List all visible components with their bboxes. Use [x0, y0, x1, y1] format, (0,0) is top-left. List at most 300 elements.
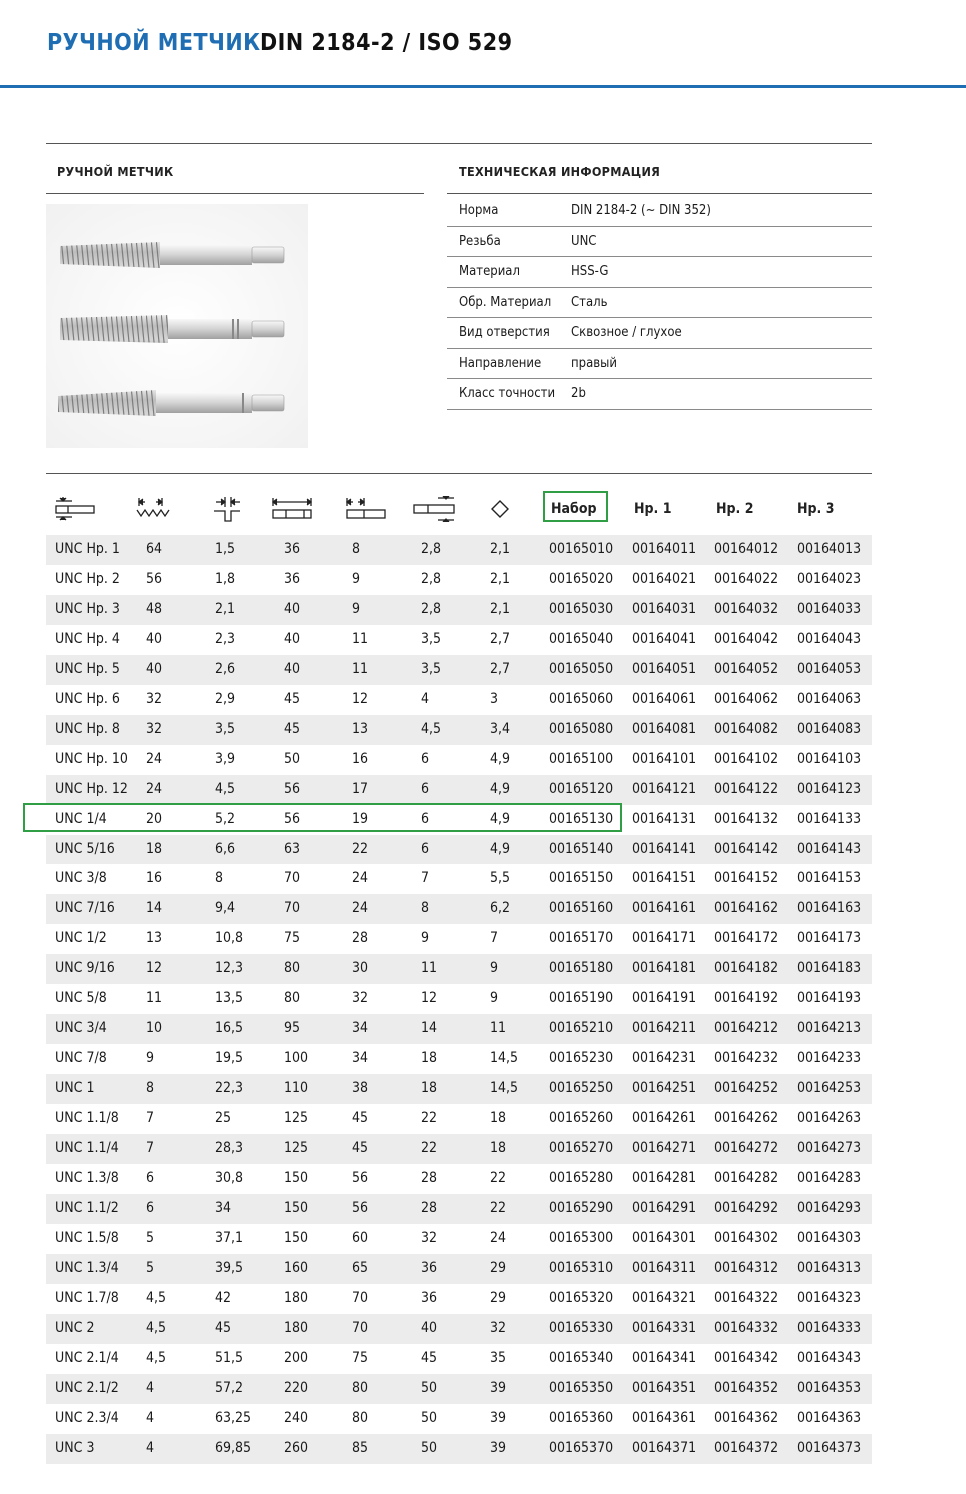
tech-label: Норма [459, 203, 499, 218]
cell-square-size: 24 [490, 1229, 507, 1246]
cell-drill-diameter: 3,5 [215, 720, 236, 737]
cell-thread-length: 17 [352, 780, 369, 797]
cell-drill-diameter: 1,8 [215, 570, 236, 587]
cell-square-size: 39 [490, 1409, 507, 1426]
tech-info-table [447, 196, 872, 410]
cell-tap-no3: 00164293 [797, 1199, 862, 1216]
cell-tap-no3: 00164053 [797, 660, 862, 677]
cell-tpi: 8 [146, 1080, 155, 1097]
cell-tpi: 14 [146, 900, 163, 917]
cell-set-number: 00165020 [549, 570, 614, 587]
cell-thread-length: 28 [352, 930, 369, 947]
cell-tpi: 5 [146, 1229, 155, 1246]
cell-set-number: 00165130 [549, 810, 614, 827]
cell-tpi: 48 [146, 600, 163, 617]
cell-square-size: 9 [490, 960, 499, 977]
cell-tap-no2: 00164362 [714, 1409, 779, 1426]
cell-thread-size: UNC 3/4 [55, 1020, 107, 1037]
cell-tap-no2: 00164262 [714, 1110, 779, 1127]
cell-total-length: 70 [284, 900, 301, 917]
cell-tap-no3: 00164013 [797, 541, 862, 557]
cell-total-length: 40 [284, 660, 301, 677]
cell-tpi: 24 [146, 750, 163, 767]
cell-tpi: 18 [146, 840, 163, 857]
tech-section-rule [447, 193, 872, 194]
cell-thread-size: UNC 5/8 [55, 990, 107, 1007]
cell-shank-diameter: 50 [421, 1379, 438, 1396]
cell-tap-no1: 00164341 [632, 1349, 697, 1366]
cell-shank-diameter: 9 [421, 930, 430, 947]
cell-square-size: 14,5 [490, 1050, 519, 1067]
cell-total-length: 40 [284, 600, 301, 617]
table-row [46, 1224, 872, 1254]
cell-thread-size: UNC 1.3/8 [55, 1170, 119, 1187]
cell-tap-no2: 00164302 [714, 1229, 779, 1246]
cell-shank-diameter: 4,5 [421, 720, 442, 737]
cell-thread-length: 34 [352, 1050, 369, 1067]
cell-tap-no2: 00164212 [714, 1020, 779, 1037]
cell-shank-diameter: 6 [421, 840, 430, 857]
cell-tap-no1: 00164191 [632, 990, 697, 1007]
cell-thread-size: UNC 2.3/4 [55, 1409, 119, 1426]
cell-tap-no1: 00164311 [632, 1259, 697, 1276]
cell-total-length: 220 [284, 1379, 309, 1396]
tech-section-title: ТЕХНИЧЕСКАЯ ИНФОРМАЦИЯ [459, 164, 661, 179]
cell-tpi: 32 [146, 720, 163, 737]
cell-shank-diameter: 50 [421, 1409, 438, 1426]
tech-label: Резьба [459, 233, 501, 249]
cell-set-number: 00165140 [549, 840, 614, 857]
cell-set-number: 00165230 [549, 1050, 614, 1067]
cell-thread-size: UNC 1.1/2 [55, 1199, 119, 1216]
cell-set-number: 00165040 [549, 630, 614, 647]
tech-label: Класс точности [459, 386, 556, 401]
cell-thread-length: 45 [352, 1140, 369, 1157]
cell-thread-length: 56 [352, 1170, 369, 1187]
cell-drill-diameter: 1,5 [215, 541, 236, 557]
cell-shank-diameter: 11 [421, 960, 438, 977]
cell-set-number: 00165350 [549, 1379, 614, 1396]
cell-tap-no1: 00164231 [632, 1050, 697, 1067]
cell-tap-no1: 00164331 [632, 1319, 697, 1336]
table-row [46, 1044, 872, 1074]
cell-thread-length: 16 [352, 750, 369, 767]
cell-tpi: 13 [146, 930, 163, 947]
cell-square-size: 3,4 [490, 720, 511, 737]
cell-square-size: 18 [490, 1140, 507, 1157]
table-header [46, 486, 872, 531]
tech-row [447, 288, 872, 319]
cell-thread-size: UNC Нр. 2 [55, 570, 120, 587]
cell-drill-diameter: 4,5 [215, 780, 236, 797]
table-row [46, 1314, 872, 1344]
cell-tap-no1: 00164291 [632, 1199, 697, 1216]
cell-shank-diameter: 6 [421, 810, 430, 827]
cell-set-number: 00165330 [549, 1319, 614, 1336]
cell-tpi: 6 [146, 1170, 155, 1187]
cell-square-size: 9 [490, 990, 499, 1007]
cell-set-number: 00165190 [549, 990, 614, 1007]
cell-tap-no3: 00164233 [797, 1050, 862, 1067]
taps-table-body [46, 535, 872, 1464]
cell-tap-no2: 00164372 [714, 1439, 779, 1456]
cell-thread-length: 56 [352, 1199, 369, 1216]
table-row [46, 565, 872, 595]
cell-set-number: 00165120 [549, 780, 614, 797]
cell-tap-no3: 00164373 [797, 1439, 862, 1456]
cell-tpi: 9 [146, 1050, 155, 1067]
cell-shank-diameter: 2,8 [421, 570, 442, 587]
tech-value: правый [571, 355, 617, 371]
cell-set-number: 00165310 [549, 1259, 614, 1276]
cell-total-length: 95 [284, 1020, 301, 1037]
cell-thread-length: 38 [352, 1080, 369, 1097]
cell-thread-size: UNC Нр. 12 [55, 780, 128, 797]
cell-tap-no3: 00164323 [797, 1289, 862, 1306]
cell-shank-diameter: 28 [421, 1170, 438, 1187]
cell-tpi: 4,5 [146, 1319, 167, 1336]
cell-tap-no1: 00164161 [632, 900, 697, 917]
cell-total-length: 56 [284, 780, 301, 797]
tech-row [447, 349, 872, 380]
tech-label: Направление [459, 355, 542, 371]
cell-tpi: 4,5 [146, 1349, 167, 1366]
cell-drill-diameter: 19,5 [215, 1050, 244, 1067]
cell-drill-diameter: 22,3 [215, 1080, 244, 1097]
cell-set-number: 00165250 [549, 1080, 614, 1097]
cell-thread-size: UNC 7/8 [55, 1050, 107, 1067]
table-row [46, 984, 872, 1014]
cell-tap-no2: 00164042 [714, 630, 779, 647]
cell-thread-length: 11 [352, 660, 369, 677]
tech-value: Сталь [571, 294, 608, 310]
cell-tap-no2: 00164342 [714, 1349, 779, 1366]
cell-tap-no3: 00164173 [797, 930, 862, 947]
table-row [46, 1164, 872, 1194]
cell-total-length: 45 [284, 720, 301, 737]
cell-square-size: 22 [490, 1170, 507, 1187]
cell-thread-size: UNC 9/16 [55, 960, 115, 977]
cell-tap-no3: 00164253 [797, 1080, 862, 1097]
cell-tap-no1: 00164011 [632, 541, 697, 557]
tech-row [447, 257, 872, 288]
cell-tpi: 40 [146, 660, 163, 677]
table-row [46, 715, 872, 745]
table-top-rule [46, 473, 872, 474]
cell-tap-no1: 00164281 [632, 1170, 697, 1187]
cell-set-number: 00165270 [549, 1140, 614, 1157]
cell-square-size: 32 [490, 1319, 507, 1336]
cell-shank-diameter: 22 [421, 1110, 438, 1127]
cell-shank-diameter: 50 [421, 1439, 438, 1456]
cell-drill-diameter: 2,1 [215, 600, 236, 617]
cell-tap-no2: 00164312 [714, 1259, 779, 1276]
cell-shank-diameter: 40 [421, 1319, 438, 1336]
thread-length-icon [344, 486, 388, 531]
cell-total-length: 125 [284, 1110, 309, 1127]
cell-tap-no3: 00164303 [797, 1229, 862, 1246]
cell-tap-no3: 00164263 [797, 1110, 862, 1127]
cell-tap-no1: 00164151 [632, 870, 697, 887]
cell-tpi: 4 [146, 1439, 155, 1456]
cell-thread-length: 24 [352, 900, 369, 917]
cell-thread-length: 11 [352, 630, 369, 647]
cell-thread-size: UNC 2 [55, 1319, 95, 1336]
cell-square-size: 4,9 [490, 840, 511, 857]
cell-total-length: 75 [284, 930, 301, 947]
cell-thread-size: UNC 1.1/8 [55, 1110, 119, 1127]
cell-tap-no2: 00164282 [714, 1170, 779, 1187]
col-header-no2: Нр. 2 [716, 500, 754, 517]
cell-drill-diameter: 2,6 [215, 660, 236, 677]
cell-tpi: 6 [146, 1199, 155, 1216]
cell-tap-no3: 00164313 [797, 1259, 862, 1276]
cell-tpi: 32 [146, 690, 163, 707]
cell-tap-no1: 00164181 [632, 960, 697, 977]
cell-tap-no2: 00164142 [714, 840, 779, 857]
cell-tap-no2: 00164192 [714, 990, 779, 1007]
cell-drill-diameter: 28,3 [215, 1140, 244, 1157]
cell-total-length: 63 [284, 840, 301, 857]
cell-thread-length: 80 [352, 1379, 369, 1396]
cell-tap-no2: 00164252 [714, 1080, 779, 1097]
cell-square-size: 4,9 [490, 810, 511, 827]
tech-value: 2b [571, 386, 586, 401]
cell-tap-no2: 00164022 [714, 570, 779, 587]
cell-thread-size: UNC 1/2 [55, 930, 107, 947]
cell-tap-no1: 00164081 [632, 720, 697, 737]
cell-thread-size: UNC 3 [55, 1439, 95, 1456]
cell-square-size: 7 [490, 930, 499, 947]
cell-shank-diameter: 18 [421, 1050, 438, 1067]
cell-set-number: 00165320 [549, 1289, 614, 1306]
cell-tap-no2: 00164122 [714, 780, 779, 797]
hand-taps-illustration [46, 204, 308, 448]
cell-shank-diameter: 7 [421, 870, 430, 887]
cell-tap-no1: 00164031 [632, 600, 697, 617]
shank-diameter-icon [412, 486, 456, 531]
cell-square-size: 39 [490, 1439, 507, 1456]
cell-set-number: 00165280 [549, 1170, 614, 1187]
cell-tap-no1: 00164261 [632, 1110, 697, 1127]
cell-thread-size: UNC 7/16 [55, 900, 115, 917]
cell-tap-no3: 00164193 [797, 990, 862, 1007]
cell-tap-no1: 00164121 [632, 780, 697, 797]
cell-drill-diameter: 34 [215, 1199, 232, 1216]
cell-thread-length: 70 [352, 1289, 369, 1306]
cell-square-size: 4,9 [490, 780, 511, 797]
cell-total-length: 150 [284, 1229, 309, 1246]
cell-drill-diameter: 63,25 [215, 1409, 252, 1426]
cell-tap-no3: 00164033 [797, 600, 862, 617]
cell-tap-no3: 00164213 [797, 1020, 862, 1037]
cell-tpi: 4,5 [146, 1289, 167, 1306]
table-row [46, 835, 872, 865]
cell-tap-no2: 00164062 [714, 690, 779, 707]
cell-thread-size: UNC 1.7/8 [55, 1289, 119, 1306]
cell-thread-length: 30 [352, 960, 369, 977]
cell-square-size: 3 [490, 690, 499, 707]
cell-square-size: 14,5 [490, 1080, 519, 1097]
cell-square-size: 11 [490, 1020, 507, 1037]
cell-drill-diameter: 12,3 [215, 960, 244, 977]
cell-tap-no2: 00164292 [714, 1199, 779, 1216]
cell-tap-no3: 00164343 [797, 1349, 862, 1366]
cell-tap-no2: 00164172 [714, 930, 779, 947]
cell-tap-no2: 00164182 [714, 960, 779, 977]
cell-tap-no2: 00164332 [714, 1319, 779, 1336]
cell-total-length: 80 [284, 990, 301, 1007]
cell-tap-no2: 00164082 [714, 720, 779, 737]
tech-row [447, 379, 872, 410]
table-row [46, 1014, 872, 1044]
cell-shank-diameter: 36 [421, 1289, 438, 1306]
cell-shank-diameter: 14 [421, 1020, 438, 1037]
cell-tap-no2: 00164032 [714, 600, 779, 617]
cell-thread-length: 80 [352, 1409, 369, 1426]
cell-thread-length: 19 [352, 810, 369, 827]
cell-total-length: 70 [284, 870, 301, 887]
table-row [46, 625, 872, 655]
page-title-product: РУЧНОЙ МЕТЧИК [47, 30, 261, 56]
core-drill-diameter-icon [212, 486, 242, 531]
cell-set-number: 00165370 [549, 1439, 614, 1456]
table-row [46, 1134, 872, 1164]
cell-drill-diameter: 9,4 [215, 900, 236, 917]
cell-drill-diameter: 13,5 [215, 990, 244, 1007]
cell-set-number: 00165290 [549, 1199, 614, 1216]
cell-drill-diameter: 51,5 [215, 1349, 244, 1366]
cell-tap-no3: 00164273 [797, 1140, 862, 1157]
cell-thread-length: 34 [352, 1020, 369, 1037]
cell-set-number: 00165010 [549, 541, 614, 557]
page-header [0, 0, 966, 88]
cell-tap-no3: 00164183 [797, 960, 862, 977]
cell-total-length: 150 [284, 1199, 309, 1216]
set-header-highlight [543, 491, 608, 522]
tech-value: UNC [571, 233, 597, 249]
cell-thread-length: 32 [352, 990, 369, 1007]
cell-shank-diameter: 6 [421, 780, 430, 797]
tech-value: Сквозное / глухое [571, 325, 682, 340]
cell-tap-no2: 00164052 [714, 660, 779, 677]
cell-thread-length: 60 [352, 1229, 369, 1246]
cell-tap-no1: 00164141 [632, 840, 697, 857]
cell-tpi: 10 [146, 1020, 163, 1037]
cell-drill-diameter: 69,85 [215, 1439, 252, 1456]
cell-shank-diameter: 36 [421, 1259, 438, 1276]
cell-shank-diameter: 2,8 [421, 600, 442, 617]
table-row [46, 595, 872, 625]
cell-tpi: 11 [146, 990, 163, 1007]
cell-thread-size: UNC 2.1/2 [55, 1379, 119, 1396]
cell-thread-size: UNC Нр. 10 [55, 750, 128, 767]
cell-set-number: 00165170 [549, 930, 614, 947]
cell-tap-no3: 00164133 [797, 810, 862, 827]
cell-thread-size: UNC Нр. 1 [55, 541, 120, 557]
cell-square-size: 4,9 [490, 750, 511, 767]
cell-tpi: 16 [146, 870, 163, 887]
cell-drill-diameter: 2,9 [215, 690, 236, 707]
threads-per-inch-icon [136, 486, 170, 531]
cell-tpi: 24 [146, 780, 163, 797]
cell-tap-no1: 00164351 [632, 1379, 697, 1396]
cell-tap-no3: 00164283 [797, 1170, 862, 1187]
cell-drill-diameter: 39,5 [215, 1259, 244, 1276]
cell-thread-size: UNC Нр. 5 [55, 660, 120, 677]
tech-value: DIN 2184-2 (~ DIN 352) [571, 203, 711, 218]
cell-square-size: 2,1 [490, 570, 511, 587]
cell-total-length: 110 [284, 1080, 309, 1097]
cell-tap-no1: 00164251 [632, 1080, 697, 1097]
cell-thread-size: UNC 1.3/4 [55, 1259, 119, 1276]
cell-tap-no3: 00164083 [797, 720, 862, 737]
cell-square-size: 5,5 [490, 870, 511, 887]
table-row [46, 655, 872, 685]
cell-thread-length: 12 [352, 690, 369, 707]
col-header-no3: Нр. 3 [797, 500, 835, 517]
cell-tap-no3: 00164333 [797, 1319, 862, 1336]
cell-total-length: 36 [284, 541, 301, 557]
cell-set-number: 00165080 [549, 720, 614, 737]
cell-square-size: 22 [490, 1199, 507, 1216]
cell-total-length: 260 [284, 1439, 309, 1456]
cell-drill-diameter: 10,8 [215, 930, 244, 947]
cell-drill-diameter: 2,3 [215, 630, 236, 647]
cell-thread-size: UNC Нр. 6 [55, 690, 120, 707]
cell-tap-no1: 00164171 [632, 930, 697, 947]
cell-tpi: 4 [146, 1379, 155, 1396]
cell-tap-no3: 00164103 [797, 750, 862, 767]
cell-drill-diameter: 45 [215, 1319, 232, 1336]
cell-set-number: 00165340 [549, 1349, 614, 1366]
cell-thread-size: UNC 5/16 [55, 840, 115, 857]
cell-drill-diameter: 42 [215, 1289, 232, 1306]
cell-tpi: 56 [146, 570, 163, 587]
cell-square-size: 35 [490, 1349, 507, 1366]
cell-thread-size: UNC Нр. 3 [55, 600, 120, 617]
cell-total-length: 56 [284, 810, 301, 827]
cell-shank-diameter: 6 [421, 750, 430, 767]
cell-tap-no3: 00164043 [797, 630, 862, 647]
table-row [46, 954, 872, 984]
cell-set-number: 00165030 [549, 600, 614, 617]
cell-set-number: 00165150 [549, 870, 614, 887]
table-row [46, 535, 872, 565]
cell-shank-diameter: 18 [421, 1080, 438, 1097]
cell-thread-length: 22 [352, 840, 369, 857]
cell-tap-no1: 00164051 [632, 660, 697, 677]
cell-set-number: 00165100 [549, 750, 614, 767]
cell-thread-size: UNC Нр. 8 [55, 720, 120, 737]
table-row [46, 1074, 872, 1104]
cell-tap-no1: 00164301 [632, 1229, 697, 1246]
table-row [46, 775, 872, 805]
cell-thread-length: 85 [352, 1439, 369, 1456]
tech-row [447, 227, 872, 258]
cell-thread-size: UNC 1/4 [55, 810, 107, 827]
cell-shank-diameter: 4 [421, 690, 430, 707]
cell-tpi: 5 [146, 1259, 155, 1276]
cell-tpi: 40 [146, 630, 163, 647]
cell-tap-no1: 00164321 [632, 1289, 697, 1306]
cell-tap-no2: 00164272 [714, 1140, 779, 1157]
cell-thread-length: 9 [352, 600, 361, 617]
total-length-icon [270, 486, 314, 531]
table-row [46, 1404, 872, 1434]
section-top-rule [46, 143, 872, 144]
header-divider [0, 85, 966, 88]
